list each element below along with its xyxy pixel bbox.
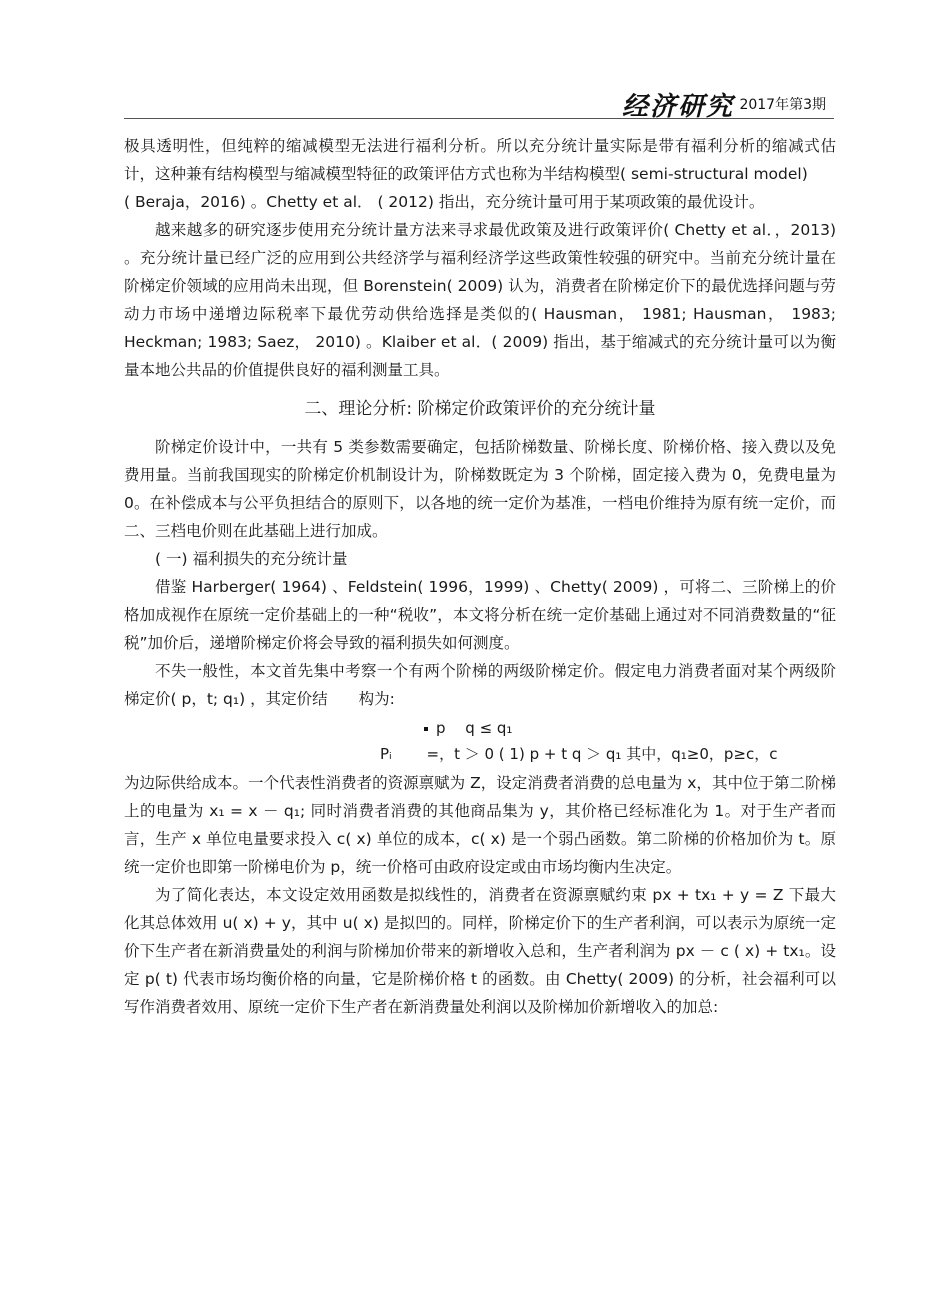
bullet-icon: [424, 727, 428, 731]
journal-logo: 经济研究: [621, 92, 734, 122]
paragraph-7: 为了简化表达，本文设定效用函数是拟线性的，消费者在资源禀赋约束 px + tx₁ + y = Z 下最大化其总体效用 u( x) + y，其中 u( x) 是拟凹的。同样，阶梯定价下的生产者利润，可以表示为原统一定价下生产者在新消费量处的利润与阶梯加价带来的新增收入总和，生产者利润为 px － c ( x) + tx₁。设定 p( t) 代表市场均衡价格的向量，它是阶梯价格 t 的函数。由 Chetty( 2009) 的分析，社会福利可以写作消费者效用、原统一定价下生产者在新消费量处利润以及阶梯加价新增收入的加总:: [124, 886, 836, 1016]
section-title: 二、理论分析: 阶梯定价政策评价的充分统计量: [304, 399, 656, 419]
article-body: [124, 132, 836, 1021]
paragraph-3: 阶梯定价设计中，一共有 5 类参数需要确定，包括阶梯数量、阶梯长度、阶梯价格、接入费以及免费用量。当前我国现实的阶梯定价机制设计为，阶梯数既定为 3 个阶梯，固定接入费为 0，免费电量为 0。在补偿成本与公平负担结合的原则下，以各地的统一定价为基准，一档电价维持为原有统一定价，而二、三档电价则在此基础上进行加成。: [124, 438, 836, 540]
formula-line-2: Pᵢ =，t ＞ 0 ( 1) p + t q ＞ q₁ 其中，q₁≥0，p≥c，c: [380, 745, 778, 763]
issue-label: 2017年第3期: [739, 97, 826, 113]
paragraph-1: 极具透明性，但纯粹的缩减模型无法进行福利分析。所以充分统计量实际是带有福利分析的缩减式估计，这种兼有结构模型与缩减模型特征的政策评估方式也称为半结构模型( semi-structural model): [124, 137, 836, 183]
paragraph-1b: ( Beraja，2016) 。Chetty et al． ( 2012) 指出，充分统计量可用于某项政策的最优设计。: [124, 193, 765, 211]
subsection-title: ( 一) 福利损失的充分统计量: [155, 550, 348, 568]
formula-text-1: p q ≤ q₁: [436, 719, 513, 737]
paragraph-2: 越来越多的研究逐步使用充分统计量方法来寻求最优政策及进行政策评价( Chetty et al．，2013) 。充分统计量已经广泛的应用到公共经济学与福利经济学这些政策性较强的研究中。当前充分统计量在阶梯定价领域的应用尚未出现，但 Borenstein( 2009) 认为，消费者在阶梯定价下的最优选择问题与劳动力市场中递增边际税率下最优劳动供给选择是类似的( Hausman， 1981; Hausman， 1983; Heckman; 1983; Saez， 2010) 。Klaiber et al．( 2009) 指出，基于缩减式的充分统计量可以为衡量本地公共品的价值提供良好的福利测量工具。: [124, 221, 836, 379]
paragraph-5: 不失一般性，本文首先集中考察一个有两个阶梯的两级阶梯定价。假定电力消费者面对某个两级阶梯定价( p，t; q₁) ，其定价结 构为:: [124, 662, 836, 708]
formula-line-1: [424, 717, 512, 738]
paragraph-4: 借鉴 Harberger( 1964) 、Feldstein( 1996，1999) 、Chetty( 2009) ，可将二、三阶梯上的价格加成视作在原统一定价基础上的一种“税收”，本文将分析在统一定价基础上通过对不同消费数量的“征税”加价后，递增阶梯定价将会导致的福利损失如何测度。: [124, 578, 836, 652]
page-header: [124, 84, 834, 122]
formula-block: [124, 713, 836, 769]
paragraph-6: 为边际供给成本。一个代表性消费者的资源禀赋为 Z，设定消费者消费的总电量为 x，其中位于第二阶梯上的电量为 x₁ = x － q₁; 同时消费者消费的其他商品集为 y，其价格已经标准化为 1。对于生产者而言，生产 x 单位电量要求投入 c( x) 单位的成本，c( x) 是一个弱凸函数。第二阶梯的价格加价为 t。原统一定价也即第一阶梯电价为 p，统一价格可由政府设定或由市场均衡内生决定。: [124, 774, 836, 876]
